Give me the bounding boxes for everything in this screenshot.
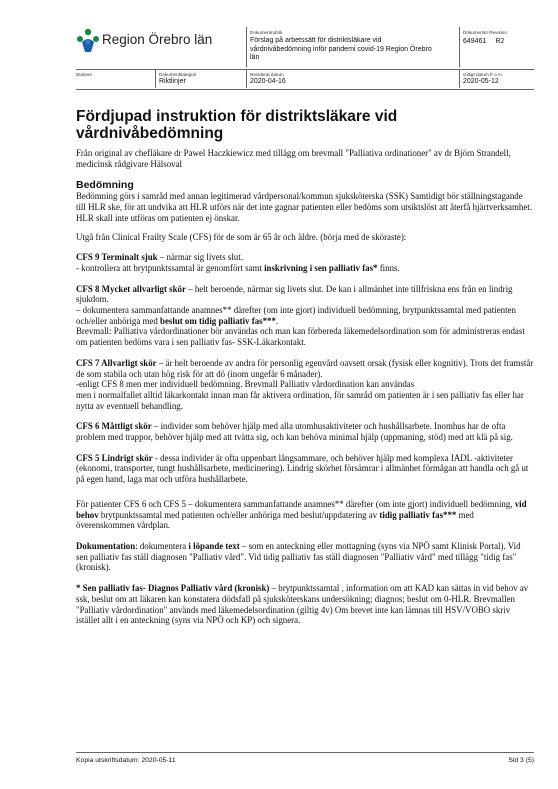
doc-heading-line: Förslag på arbetssätt för distriktsläkare vid xyxy=(250,37,382,44)
header-divider xyxy=(76,89,534,90)
bedomning-paragraph: Bedömning görs i samråd med annan legitimerad vårdpersonal/kommun sjuksköterska (SSK) Samtidigt bör ställningstagande till HLR ske, för att undvika att HLR utförs när det inte gagnar patienten eller bedöms som utsiktslöst att återfå hjärtverksamhet. HLR skall inte utföras om patienten ej önskar. xyxy=(76,191,532,223)
doc-heading-line: vårdnivåbedömning inför pandemi covid-19 Region Örebro xyxy=(250,45,432,53)
cfs7-text: – är helt beroende av andra för personlig egenvård oavsett orsak (fysisk eller kognitiv). Trots det framstår de som stabila och utan hög risk för att dö (inom ungefär 6 månader). xyxy=(76,357,534,379)
cfs6-heading: CFS 6 Måttligt skör xyxy=(76,421,152,432)
org-name: Region Örebro län xyxy=(102,32,213,47)
cfs6-5-text: brytpunktssamtal med patienten och/eller anhöriga med beslut/uppdatering av xyxy=(98,509,380,520)
cfs-intro: Utgå från Clinical Frailty Scale (CFS) för de som är 65 år och äldre. (börja med de sköraste): xyxy=(76,231,407,242)
cfs6-5-text: med överenskommen vårdplan. xyxy=(76,509,474,531)
diarienr-label: Diarienr xyxy=(76,72,93,77)
revised-value: 2020-04-16 xyxy=(250,78,286,85)
documentation-paragraph xyxy=(76,541,534,573)
cfs5-paragraph xyxy=(76,453,534,485)
cfs6-5-emphasis: tidig palliativ fas*** xyxy=(379,509,457,520)
doc-number-label: Dokumentnr Revision xyxy=(463,30,507,35)
region-logo xyxy=(76,28,226,54)
cfs6-5-emphasis: vid behov xyxy=(76,498,527,520)
doc-heading xyxy=(250,37,450,63)
document-header xyxy=(0,0,558,95)
cfs6-5-paragraph xyxy=(76,499,534,531)
doc-heading-label: Dokumentrubrik xyxy=(250,30,283,35)
documentation-heading: Dokumentation xyxy=(76,540,136,551)
cfs7-heading: CFS 7 Allvarligt skör xyxy=(76,357,157,368)
documentation-emphasis: i löpande text xyxy=(188,540,240,551)
header-divider xyxy=(76,69,534,70)
doc-number: 649461 xyxy=(463,38,487,45)
cfs8-text: – helt beroende, närmar sig livets slut. De kan i allmänhet inte tillfriskna ens från en lindrig sjukdom. xyxy=(76,283,513,305)
header-divider xyxy=(246,70,247,88)
late-palliative-heading: * Sen palliativ fas- Diagnos Palliativ vård (kronisk) xyxy=(76,583,270,594)
document-body xyxy=(76,108,534,626)
late-palliative-text: – brytpunktssamtal , information om att KAD kan sättas in vid behov av ssk, beslut om att läkaren kan konstatera dödsfall på sjuksköterskans undersökning; diagnos; beslut om 0-HLR. Brevmallen "Palliativ vårdordination" används med läkemedelsordination (giltig 4v) Om brevet inte kan lämnas till HSV/VOBO skriv istället allt i en anteckning (syns via NPÖ och KP) och signera. xyxy=(76,583,529,626)
valid-label: Giltigt datum fr o m xyxy=(463,72,502,77)
cfs9-emphasis: inskrivning i sen palliativ fas* xyxy=(264,262,378,273)
documentation-text: – som en anteckning eller mottagning (syns via NPÖ samt Klinisk Portal). Vid sen palliativ fas ställ diagnosen "Palliativ vård". Vid tidig palliativ fas ställ diagnosen "Palliativ vård" med tillägg "tidig fas" (kronisk). xyxy=(76,540,521,573)
late-palliative-paragraph xyxy=(76,583,534,626)
valid-value: 2020-05-12 xyxy=(463,78,499,85)
cfs8-emphasis: beslut om tidig palliativ fas*** xyxy=(160,315,276,326)
cfs7-text: -enligt CFS 8 men mer individuell bedömning. Brevmall Palliativ vårdordination kan användas xyxy=(76,379,415,390)
revised-label: Reviderat datum xyxy=(250,72,284,77)
revision: R2 xyxy=(495,38,505,45)
documentation-text: : dokumentera xyxy=(135,540,189,551)
cfs8-heading: CFS 8 Mycket allvarligt skör xyxy=(76,283,186,294)
cfs9-paragraph xyxy=(76,252,534,273)
cfs5-text: - dessa individer är ofta uppenbart långsammare, och behöver hjälp med komplexa IADL -aktiviteter (ekonomi, transporter, tungt hushållsarbete, medicinering). Lindrig skörhet försämrar i allmänhet förmågan att handla och gå ut på egen hand, laga mat och utföra hushållarbete. xyxy=(76,452,529,485)
category-label: Dokumentkategori xyxy=(159,72,197,77)
page-number: Sid 3 (5) xyxy=(508,757,534,764)
header-divider xyxy=(155,70,156,88)
cfs9-text: – närmar sig livets slut. xyxy=(157,252,243,263)
cfs6-text: – individer som behöver hjälp med alla utomhusaktiviteter och hushållsarbete. Inomhus har de ofta problem med trappor, behöver hjälp med att tvätta sig, och kan behöva minimal hjälp (uppmaning, stöd) med att klä på sig. xyxy=(76,421,513,443)
doc-number-field xyxy=(463,38,504,47)
cfs9-text: - kontrollera att brytpunktssamtal är genomfört samt xyxy=(76,262,265,273)
section-heading: Bedömning xyxy=(76,179,134,192)
cfs8-text: Brevmall: Palliativa vårdordinationer bör användas och man kan förbereda läkemedelsordination som för administreras endast om patienten bedöms vara i sen palliativ fas- SSK-Läkarkontakt. xyxy=(76,326,525,348)
doc-heading-line: län xyxy=(250,54,260,61)
cfs9-text: finns. xyxy=(377,262,400,273)
header-divider xyxy=(246,27,247,67)
footer-divider xyxy=(76,752,534,753)
intro-paragraph: Från original av chefläkare dr Pawel Haczkiewicz med tillägg om brevmall "Palliativa ordinationer" av dr Björn Strandell, medicinsk rådgivare Hälsoval xyxy=(76,148,511,169)
cfs8-paragraph xyxy=(76,284,534,348)
print-date: Kopia utskriftsdatum: 2020-05-11 xyxy=(76,757,176,764)
header-divider xyxy=(459,70,460,88)
cfs9-heading: CFS 9 Terminalt sjuk xyxy=(76,252,158,263)
cfs8-text: – dokumentera sammanfattande anamnes** därefter (om inte gjort) individuell bedömning, brytpunktssamtal med patienten och/eller anhöriga med xyxy=(76,305,516,326)
header-divider xyxy=(459,27,460,67)
cfs8-text: . xyxy=(275,315,279,326)
cfs5-heading: CFS 5 Lindrigt skör xyxy=(76,452,153,463)
category-value: Riktlinjer xyxy=(159,78,186,85)
cfs6-5-text: För patienter CFS 6 och CFS 5 – dokumentera sammanfattande anamnes** därefter (om inte gjort) individuell bedömning, xyxy=(76,498,515,509)
cfs6-paragraph xyxy=(76,421,534,442)
region-logo-icon xyxy=(76,28,100,54)
cfs7-paragraph xyxy=(76,358,534,412)
page-title: Fördjupad instruktion för distriktsläkare vid vårdnivåbedömning xyxy=(76,108,398,142)
cfs7-text: men i normalfallet alltid läkarkontakt innan man får aktivera ordination, för samråd om patienten är i sen palliativ fas eller har nytta av eventuell behandling. xyxy=(76,389,524,411)
